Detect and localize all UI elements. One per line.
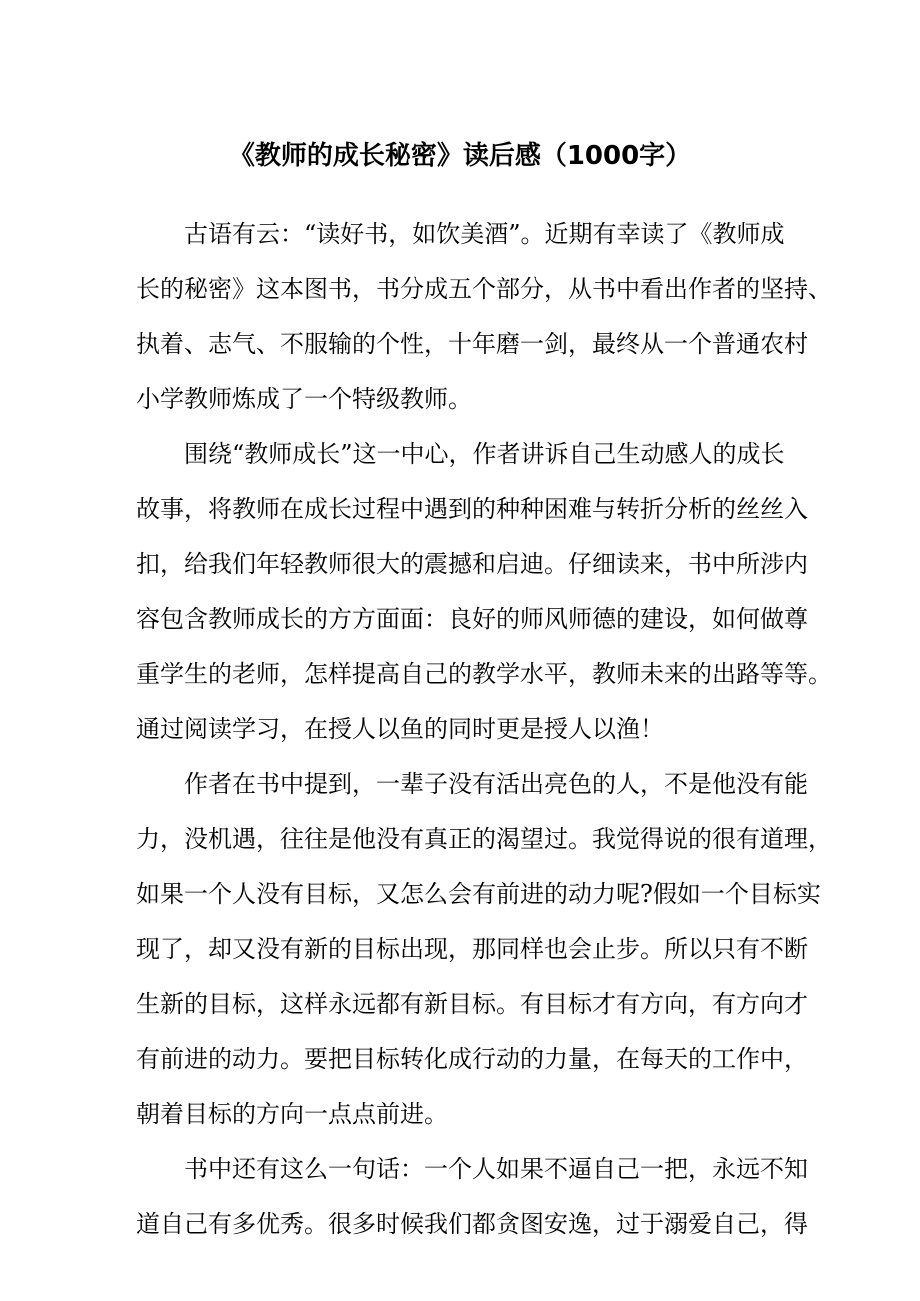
text-line: 容包含教师成长的方方面面：良好的师风师德的建设，如何做尊 xyxy=(136,605,808,633)
text-line: 生新的目标，这样永远都有新目标。有目标才有方向，有方向才 xyxy=(136,990,808,1018)
paragraph xyxy=(136,1142,812,1252)
text-line: 小学教师炼成了一个特级教师。 xyxy=(136,385,472,413)
paragraph xyxy=(136,427,832,757)
text-line: 围绕“教师成长”这一中心，作者讲诉自己生动感人的成长 xyxy=(184,440,785,468)
paragraph xyxy=(136,207,832,427)
document-title: 《教师的成长秘密》读后感（1000字） xyxy=(228,141,692,171)
text-line: 力，没机遇，往往是他没有真正的渴望过。我觉得说的很有道理， xyxy=(136,825,832,853)
text-line: 长的秘密》这本图书，书分成五个部分，从书中看出作者的坚持、 xyxy=(136,275,832,303)
text-line: 古语有云：“读好书，如饮美酒”。近期有幸读了《教师成 xyxy=(184,220,785,248)
text-line: 通过阅读学习，在授人以鱼的同时更是授人以渔！ xyxy=(136,715,664,743)
text-line: 书中还有这么一句话：一个人如果不逼自己一把，永远不知 xyxy=(184,1155,808,1183)
text-line: 现了，却又没有新的目标出现，那同样也会止步。所以只有不断 xyxy=(136,935,808,963)
paragraph xyxy=(136,757,832,1142)
text-line: 重学生的老师，怎样提高自己的教学水平，教师未来的出路等等。 xyxy=(136,660,832,688)
text-line: 扣，给我们年轻教师很大的震撼和启迪。仔细读来，书中所涉内 xyxy=(136,550,808,578)
text-line: 道自己有多优秀。很多时候我们都贪图安逸，过于溺爱自己，得 xyxy=(136,1210,808,1238)
text-line: 执着、志气、不服输的个性，十年磨一剑，最终从一个普通农村 xyxy=(136,330,808,358)
document-body xyxy=(136,207,832,1252)
text-line: 作者在书中提到，一辈子没有活出亮色的人，不是他没有能 xyxy=(184,770,808,798)
text-line: 故事，将教师在成长过程中遇到的种种困难与转折分析的丝丝入 xyxy=(136,495,808,523)
text-line: 朝着目标的方向一点点前进。 xyxy=(136,1100,448,1128)
text-line: 有前进的动力。要把目标转化成行动的力量，在每天的工作中， xyxy=(136,1045,808,1073)
text-line: 如果一个人没有目标，又怎么会有前进的动力呢?假如一个目标实 xyxy=(136,880,821,908)
